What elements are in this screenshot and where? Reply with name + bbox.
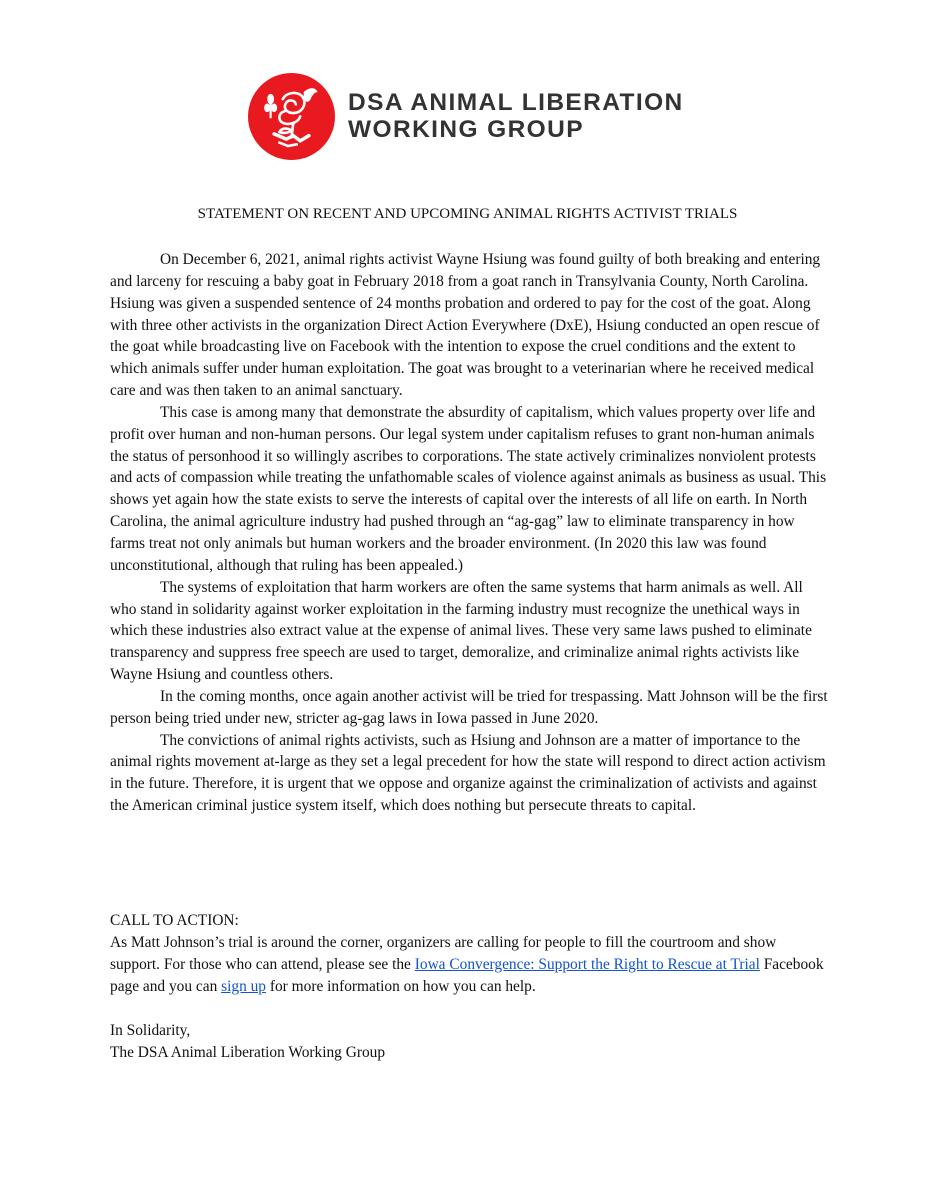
dsa-rose-logo-icon [248,73,335,160]
cta-text [110,932,828,998]
facebook-page-link[interactable]: Iowa Convergence: Support the Right to Rescue at Trial [414,955,760,973]
org-name-line-2: WORKING GROUP [348,116,584,143]
statement-body [110,249,828,817]
signoff-signature: The DSA Animal Liberation Working Group [110,1043,386,1061]
cta-text-before-link: As Matt Johnson’s trial is around the corner, organizers are calling for people to fill the courtroom and show support. For those who can attend, please see the [110,933,777,973]
statement-title: STATEMENT ON RECENT AND UPCOMING ANIMAL RIGHTS ACTIVIST TRIALS [197,206,738,222]
signoff-closing: In Solidarity, [110,1022,191,1039]
paragraph-1: On December 6, 2021, animal rights activist Wayne Hsiung was found guilty of both breaking and entering and larceny for rescuing a baby goat in February 2018 from a goat ranch in Transylvania County, North Carolina. Hsiung was given a suspended sentence of 24 months probation and ordered to pay for the cost of the goat. Along with three other activists in the organization Direct Action Everywhere (DxE), Hsiung conducted an open rescue of the goat while broadcasting live on Facebook with the intention to expose the cruel conditions and the extent to which animals suffer under human exploitation. The goat was brought to a veterinarian where he received medical care and was then taken to an animal sanctuary. [110,251,821,400]
paragraph-2: This case is among many that demonstrate the absurdity of capitalism, which values property over life and profit over human and non-human persons. Our legal system under capitalism refuses to grant non-human animals the status of personhood it so willingly ascribes to corporations. The state actively criminalizes nonviolent protests and acts of compassion while treating the unfathomable scales of violence against animals as business as usual. This shows yet again how the state exists to serve the interests of capital over the interests of all life on earth. In North Carolina, the animal agriculture industry had pushed through an “ag-gag” law to eliminate transparency in how farms treat not only animals but human workers and the broader environment. (In 2020 this law was found unconstitutional, although that ruling has been appealed.) [110,403,827,574]
cta-heading: CALL TO ACTION: [110,912,239,929]
cta-text-middle: Facebook page and you can [110,955,824,995]
paragraph-4: In the coming months, once again another activist will be tried for trespassing. Matt Johnson will be the first person being tried under new, stricter ag-gag laws in Iowa passed in June 2020. [110,687,828,727]
call-to-action [110,910,828,997]
org-name-line-1: DSA ANIMAL LIBERATION [348,89,684,116]
header [248,73,684,159]
paragraph-5: The convictions of animal rights activists, such as Hsiung and Johnson are a matter of importance to the animal rights movement at-large as they set a legal precedent for how the state will respond to direct action activism in the future. Therefore, it is urgent that we oppose and organize against the criminalization of activists and against the American criminal justice system itself, which does nothing but persecute threats to capital. [110,731,826,815]
sign-up-link[interactable]: sign up [221,977,267,995]
signoff [110,1020,828,1064]
organization-name [348,89,684,143]
paragraph-3: The systems of exploitation that harm workers are often the same systems that harm animals as well. All who stand in solidarity against worker exploitation in the farming industry must recognize the unethical ways in which these industries also extract value at the expense of animal lives. These very same laws pushed to eliminate transparency and suppress free speech are used to target, demoralize, and criminalize animal rights activists like Wayne Hsiung and countless others. [110,578,812,684]
cta-text-after: for more information on how you can help. [266,977,536,995]
